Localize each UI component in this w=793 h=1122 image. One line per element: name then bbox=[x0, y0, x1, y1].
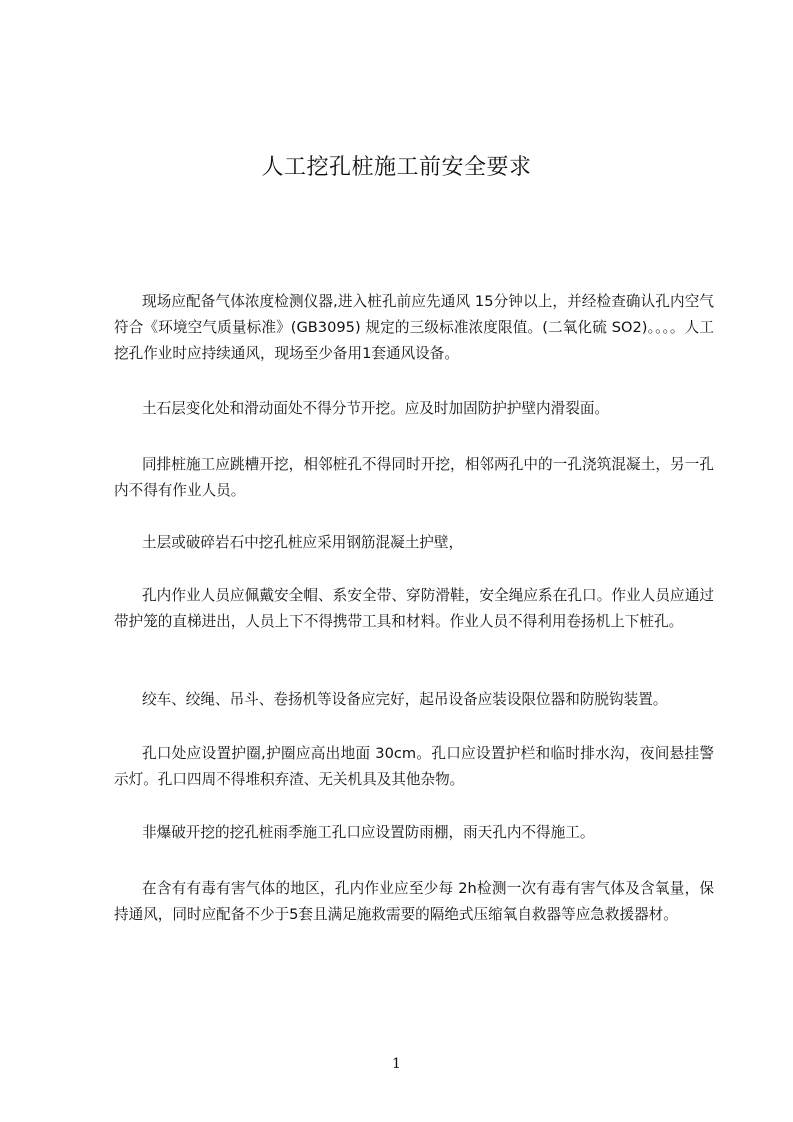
paragraph-retaining-wall: 土层或破碎岩石中挖孔桩应采用钢筋混凝土护壁， bbox=[142, 534, 464, 551]
page-title: 人工挖孔桩施工前安全要求 bbox=[261, 154, 532, 180]
paragraph-hoisting-equipment: 绞车、绞绳、吊斗、卷扬机等设备应完好，起吊设备应装设限位器和防脱钩装置。 bbox=[142, 691, 668, 708]
paragraph-same-row-pile-construction: 同排桩施工应跳槽开挖，相邻桩孔不得同时开挖，相邻两孔中的一孔浇筑混凝土，另一孔内不得有作业人员。 bbox=[114, 456, 714, 499]
paragraph-rainy-season-construction: 非爆破开挖的挖孔桩雨季施工孔口应设置防雨棚，雨天孔内不得施工。 bbox=[142, 824, 595, 841]
paragraph-toxic-gas-area: 在含有有毒有害气体的地区，孔内作业应至少每 2h检测一次有毒有害气体及含氧量，保持通风，同时应配备不少于5套且满足施救需要的隔绝式压缩氧自救器等应急救援器材。 bbox=[114, 880, 714, 923]
page-number: 1 bbox=[392, 1056, 401, 1072]
paragraph-gas-detection-ventilation: 现场应配备气体浓度检测仪器,进入桩孔前应先通风 15分钟以上，并经检查确认孔内空气符合《环境空气质量标准》(GB3095) 规定的三级标准浓度限值。(二氧化硫 SO2)。。。。人工挖孔作业时应持续通风，现场至少备用1套通风设备。 bbox=[114, 293, 714, 362]
paragraph-worker-protection: 孔内作业人员应佩戴安全帽、系安全带、穿防滑鞋，安全绳应系在孔口。作业人员应通过带护笼的直梯进出，人员上下不得携带工具和材料。作业人员不得利用卷扬机上下桩孔。 bbox=[114, 587, 714, 630]
paragraph-soil-layer-excavation: 土石层变化处和滑动面处不得分节开挖。应及时加固防护护壁内滑裂面。 bbox=[142, 400, 610, 417]
paragraph-hole-opening-protection: 孔口处应设置护圈,护圈应高出地面 30cm。孔口应设置护栏和临时排水沟，夜间悬挂警示灯。孔口四周不得堆积弃渣、无关机具及其他杂物。 bbox=[114, 745, 714, 788]
